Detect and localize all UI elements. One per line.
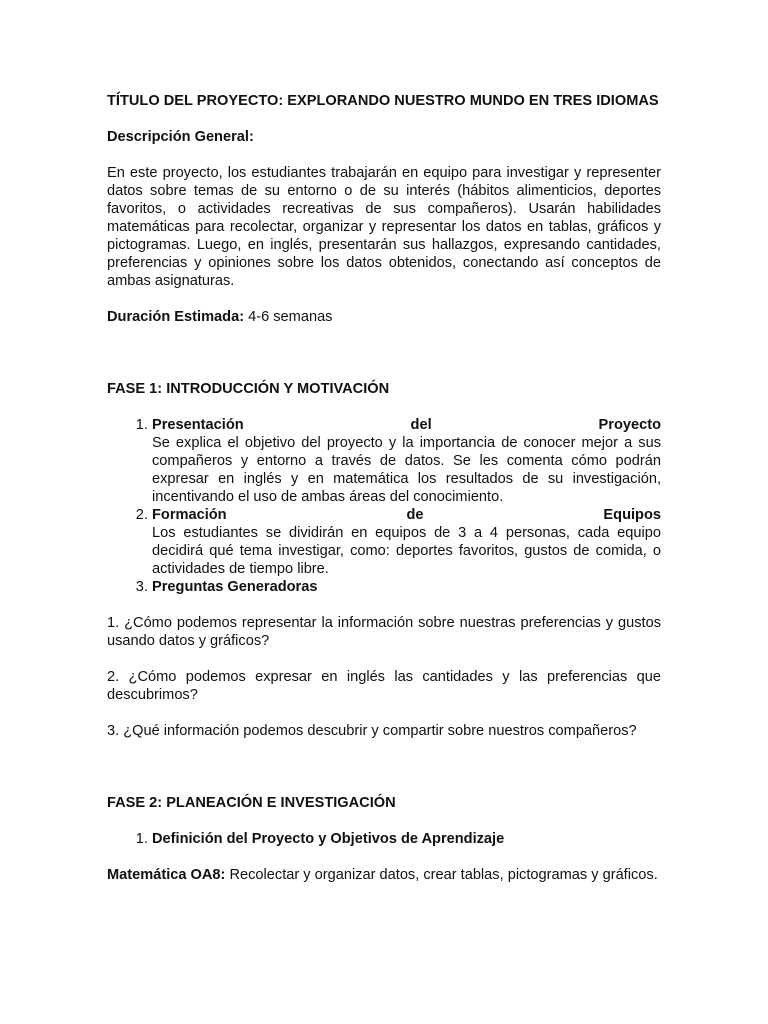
duration-label: Duración Estimada: [107, 309, 245, 325]
list-item [152, 578, 661, 596]
list-item [152, 416, 661, 506]
question-3: 3. ¿Qué información podemos descubrir y compartir sobre nuestros compañeros? [107, 723, 637, 739]
question-2: 2. ¿Cómo podemos expresar en inglés las cantidades y las preferencias que descubrimos? [107, 669, 661, 703]
objective-label: Matemática OA8: [107, 867, 226, 883]
project-title: TÍTULO DEL PROYECTO: EXPLORANDO NUESTRO MUNDO EN TRES IDIOMAS [107, 93, 659, 109]
description-body: En este proyecto, los estudiantes trabajarán en equipo para investigar y representer datos sobre temas de su entorno o de su interés (hábitos alimenticios, deportes favoritos, o actividades recreativas de sus compañeros). Usarán habilidades matemáticas para recolectar, organizar y representar los datos en tablas, gráficos y pictogramas. Luego, en inglés, presentarán sus hallazgos, expresando cantidades, preferencias y opiniones sobre los datos obtenidos, conectando así conceptos de ambas asignaturas. [107, 165, 661, 289]
list-item [152, 506, 661, 578]
objective-oa8 [107, 866, 661, 884]
duration-value: 4-6 semanas [244, 309, 333, 325]
list-item-body: Se explica el objetivo del proyecto y la importancia de conocer mejor a sus compañeros y entorno a través de datos. Se les comenta cómo podrán expresar en inglés y en matemática los resultados de su investigación, incentivando el uso de ambas áreas del conocimiento. [152, 435, 661, 505]
objective-text: Recolectar y organizar datos, crear tablas, pictogramas y gráficos. [225, 867, 658, 883]
document-page [107, 92, 661, 884]
fase1-heading: FASE 1: INTRODUCCIÓN Y MOTIVACIÓN [107, 381, 390, 397]
fase2-heading: FASE 2: PLANEACIÓN E INVESTIGACIÓN [107, 795, 396, 811]
list-item-title: 1. Presentación del Proyecto [152, 417, 661, 433]
list-item-title: 2. Formación de Equipos [152, 507, 661, 523]
list-item-title: 3. Preguntas Generadoras [152, 579, 318, 595]
question-1: 1. ¿Cómo podemos representar la información sobre nuestras preferencias y gustos usando datos y gráficos? [107, 615, 661, 649]
list-item-title: Definición del Proyecto y Objetivos de Aprendizaje [152, 831, 505, 847]
list-item [152, 830, 661, 848]
list-item-body: Los estudiantes se dividirán en equipos de 3 a 4 personas, cada equipo decidirá qué tema investigar, como: deportes favoritos, gustos de comida, o actividades de tiempo libre. [152, 525, 661, 577]
duration-line [107, 308, 661, 326]
fase2-list [107, 830, 661, 848]
fase1-list [107, 416, 661, 596]
description-heading: Descripción General: [107, 129, 254, 145]
